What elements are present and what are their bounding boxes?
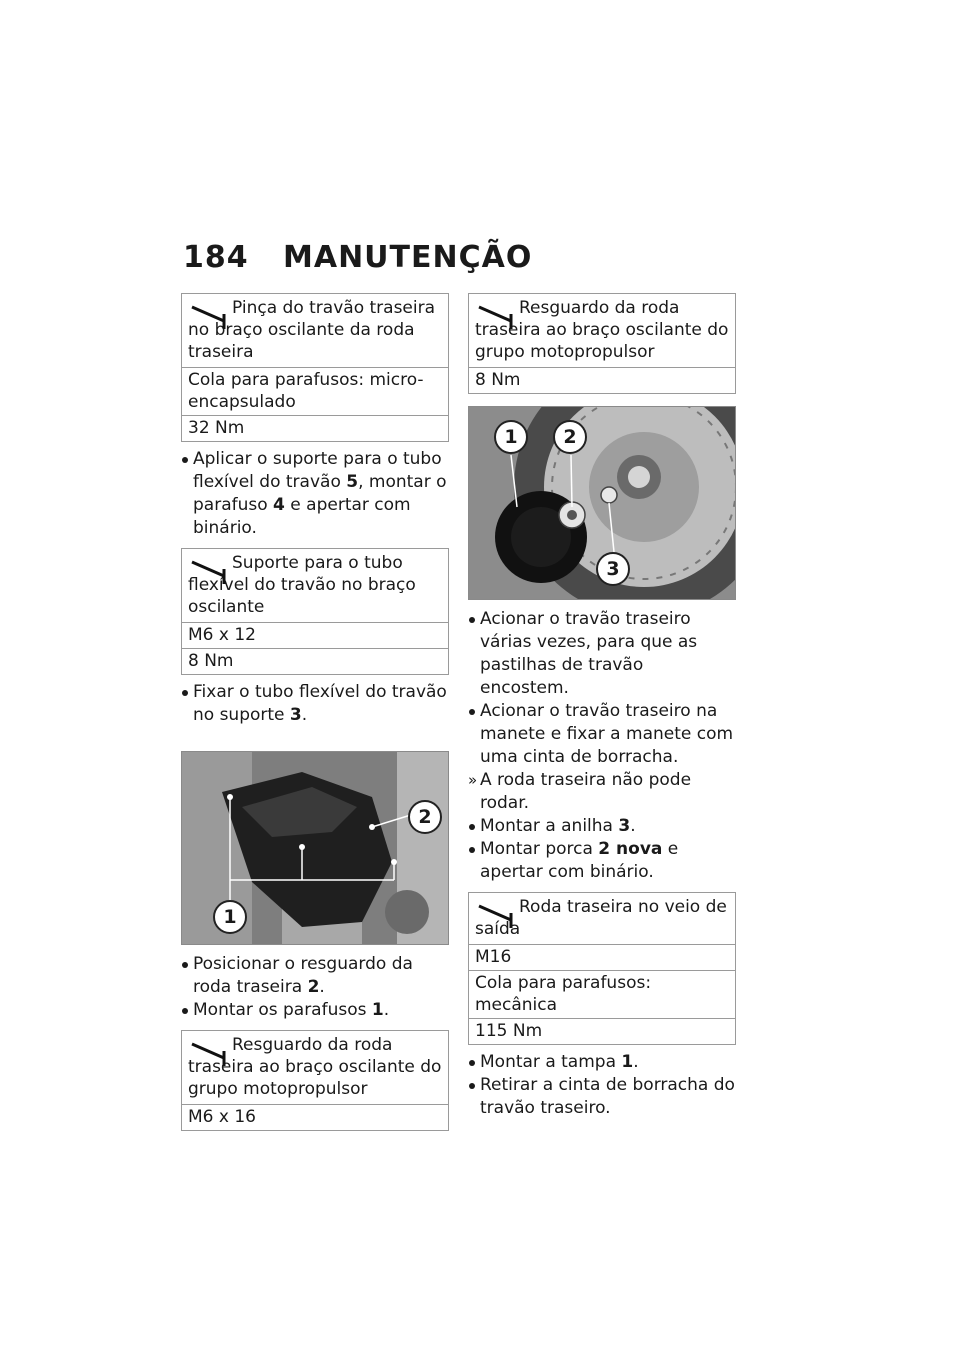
torque-wrench-icon [477, 304, 521, 330]
torque-wrench-icon [190, 304, 234, 330]
torque-wrench-icon [477, 903, 521, 929]
right-column [468, 293, 736, 1128]
spec-header [182, 294, 448, 367]
instruction-list [181, 448, 449, 540]
spec-title: Pinça do travão traseira no braço oscilante da roda traseira [188, 298, 436, 362]
instruction-step: Fixar o tubo flexível do travão no suporte 3. [181, 681, 449, 727]
spec-row: 8 Nm [469, 367, 735, 393]
callout-2: 2 [553, 420, 587, 454]
torque-spec-wheel-guard [181, 1030, 449, 1131]
spec-title: Roda traseira no veio de saída [475, 897, 727, 939]
instruction-list [468, 1051, 736, 1120]
spec-title: Suporte para o tubo flexível do travão no braço oscilante [188, 553, 416, 617]
spec-title: Resguardo da roda traseira ao braço oscilante do grupo motopropulsor [475, 298, 729, 362]
torque-spec-wheel-guard-torque [468, 293, 736, 394]
callout-3: 3 [596, 552, 630, 586]
torque-wrench-icon [190, 1041, 234, 1067]
torque-wrench-icon [190, 559, 234, 585]
page-title: MANUTENÇÃO [283, 240, 533, 275]
spec-header [182, 549, 448, 622]
spec-row: M6 x 16 [182, 1104, 448, 1130]
callout-1: 1 [494, 420, 528, 454]
spec-row: 115 Nm [469, 1018, 735, 1044]
instruction-step: Retirar a cinta de borracha do travão traseiro. [468, 1074, 736, 1120]
instruction-step: Acionar o travão traseiro várias vezes, para que as pastilhas de travão encostem. [468, 608, 736, 700]
spec-row: Cola para parafusos: mecânica [469, 970, 735, 1018]
spec-row: 32 Nm [182, 415, 448, 441]
spec-row: 8 Nm [182, 648, 448, 674]
instruction-step: Aplicar o suporte para o tubo flexível do travão 5, montar o parafuso 4 e apertar com binário. [181, 448, 449, 540]
spec-header [182, 1031, 448, 1104]
torque-spec-rear-wheel [468, 892, 736, 1045]
callout-1: 1 [213, 900, 247, 934]
left-column [181, 293, 449, 1137]
torque-spec-hose-bracket [181, 548, 449, 675]
instruction-step: Montar os parafusos 1. [181, 999, 449, 1022]
spec-title: Resguardo da roda traseira ao braço oscilante do grupo motopropulsor [188, 1035, 442, 1099]
spec-header [469, 893, 735, 944]
instruction-step: Montar porca 2 nova e apertar com binário. [468, 838, 736, 884]
instruction-step: Acionar o travão traseiro na manete e fixar a manete com uma cinta de borracha. [468, 700, 736, 769]
spec-row: M6 x 12 [182, 622, 448, 648]
photo-rear-wheel-guard [181, 751, 449, 945]
instruction-result: » A roda traseira não pode rodar. [468, 769, 736, 815]
instruction-list [468, 608, 736, 884]
spec-header [469, 294, 735, 367]
photo-rear-axle [468, 406, 736, 600]
instruction-step: Montar a tampa 1. [468, 1051, 736, 1074]
page-number: 184 [183, 240, 249, 275]
spec-row: Cola para parafusos: micro-encapsulado [182, 367, 448, 415]
instruction-step: Posicionar o resguardo da roda traseira 2. [181, 953, 449, 999]
spec-row: M16 [469, 944, 735, 970]
callout-2: 2 [408, 800, 442, 834]
instruction-list [181, 681, 449, 727]
instruction-list [181, 953, 449, 1022]
torque-spec-brake-caliper [181, 293, 449, 442]
instruction-step: Montar a anilha 3. [468, 815, 736, 838]
